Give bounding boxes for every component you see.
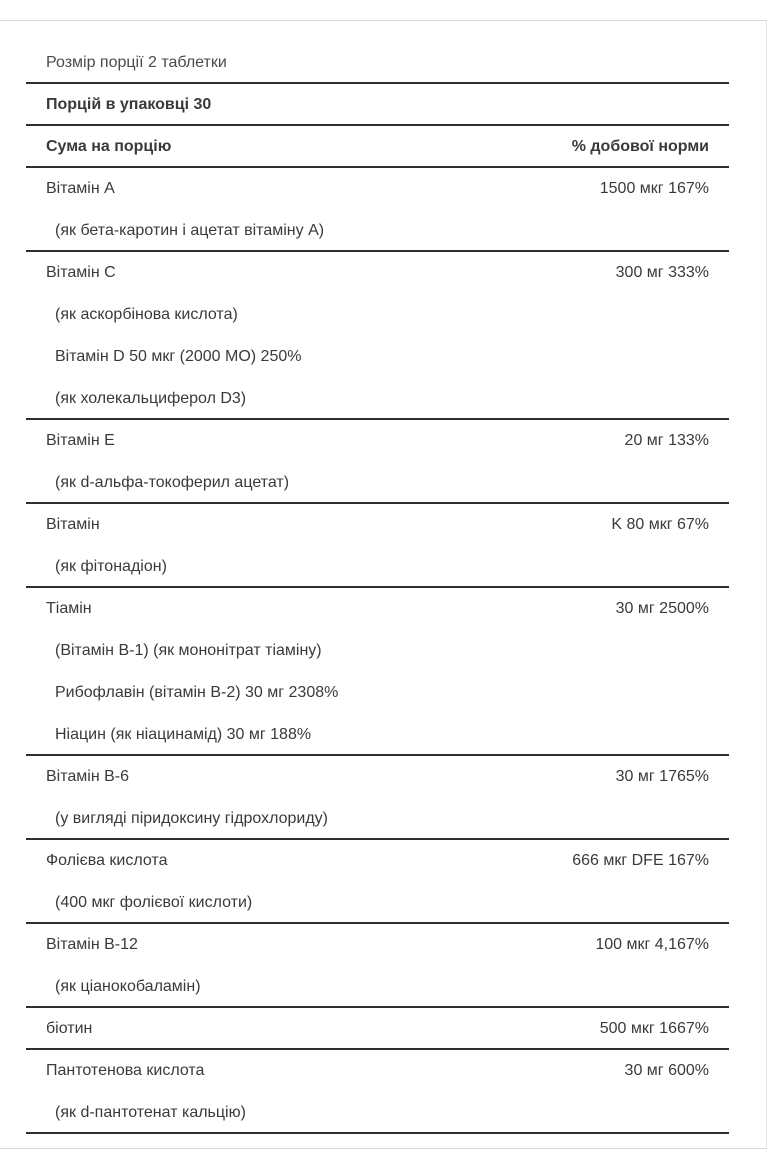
nutrient-amount: 30 мг 600% — [624, 1062, 709, 1079]
nutrient-name: Вітамін — [46, 516, 100, 533]
nutrient-detail-line — [46, 977, 709, 997]
nutrient-detail: Вітамін D 50 мкг (2000 МО) 250% — [55, 348, 302, 365]
nutrient-line — [46, 431, 709, 451]
table-row — [26, 168, 729, 252]
nutrient-detail: (як d-пантотенат кальцію) — [55, 1104, 246, 1121]
nutrient-amount: 30 мг 1765% — [615, 768, 709, 785]
nutrient-amount: 100 мкг 4,167% — [595, 936, 709, 953]
nutrient-detail: (як аскорбінова кислота) — [55, 306, 238, 323]
nutrient-name: Тіамін — [46, 600, 92, 617]
nutrient-detail: (400 мкг фолієвої кислоти) — [55, 894, 253, 911]
nutrient-detail-line — [46, 683, 709, 703]
nutrient-line — [46, 515, 709, 535]
table-row — [26, 588, 729, 756]
nutrient-detail-line — [46, 641, 709, 661]
nutrient-amount: 666 мкг DFE 167% — [572, 852, 709, 869]
nutrient-detail-line — [46, 347, 709, 367]
nutrient-detail: (як фітонадіон) — [55, 558, 167, 575]
nutrient-amount: 30 мг 2500% — [615, 600, 709, 617]
nutrient-line — [46, 599, 709, 619]
nutrient-line — [46, 1061, 709, 1081]
nutrient-detail: Ніацин (як ніацинамід) 30 мг 188% — [55, 726, 312, 743]
table-row — [26, 420, 729, 504]
table-row — [26, 252, 729, 420]
nutrient-amount: 500 мкг 1667% — [599, 1020, 709, 1037]
daily-value-header: % добової норми — [571, 138, 709, 155]
table-row — [26, 924, 729, 1008]
table-row — [26, 1008, 729, 1050]
table-header-row — [26, 126, 729, 168]
servings-per-container-row — [26, 84, 729, 126]
nutrient-detail-line — [46, 389, 709, 409]
nutrient-detail: (у вигляді піридоксину гідрохлориду) — [55, 810, 328, 827]
nutrient-amount: 1500 мкг 167% — [599, 180, 709, 197]
nutrient-amount: 20 мг 133% — [624, 432, 709, 449]
nutrient-detail-line — [46, 1103, 709, 1123]
amount-per-serving-header: Сума на порцію — [46, 138, 172, 155]
servings-per-container-text: Порцій в упаковці 30 — [46, 96, 212, 113]
nutrient-detail: (як d-альфа-токоферил ацетат) — [55, 474, 290, 491]
nutrient-line — [46, 179, 709, 199]
nutrient-line — [46, 851, 709, 871]
nutrient-detail: (як холекальциферол D3) — [55, 390, 247, 407]
nutrient-detail: (як ціанокобаламін) — [55, 978, 201, 995]
nutrient-detail: Рибофлавін (вітамін В-2) 30 мг 2308% — [55, 684, 339, 701]
nutrient-line — [46, 263, 709, 283]
nutrient-detail: (як бета-каротин і ацетат вітаміну А) — [55, 222, 325, 239]
nutrient-name: Вітамін A — [46, 180, 115, 197]
table-row — [26, 1050, 729, 1134]
table-row — [26, 504, 729, 588]
nutrient-line — [46, 1019, 709, 1039]
table-row — [26, 840, 729, 924]
nutrient-name: Вітамін В-12 — [46, 936, 138, 953]
nutrient-name: Фолієва кислота — [46, 852, 168, 869]
nutrient-detail-line — [46, 893, 709, 913]
nutrient-name: біотин — [46, 1020, 93, 1037]
nutrient-detail-line — [46, 725, 709, 745]
nutrient-name: Вітамін С — [46, 264, 116, 281]
nutrient-name: Вітамін В-6 — [46, 768, 130, 785]
nutrient-detail-line — [46, 473, 709, 493]
nutrient-detail-line — [46, 809, 709, 829]
supplement-facts-panel — [0, 20, 767, 1149]
nutrient-name: Вітамін Е — [46, 432, 115, 449]
nutrient-detail: (Вітамін В-1) (як мононітрат тіаміну) — [55, 642, 322, 659]
nutrient-detail-line — [46, 305, 709, 325]
serving-size-text: Розмір порції 2 таблетки — [46, 54, 227, 71]
nutrient-amount: K 80 мкг 67% — [611, 516, 709, 533]
nutrient-line — [46, 935, 709, 955]
serving-size-row — [26, 43, 729, 84]
nutrient-detail-line — [46, 221, 709, 241]
nutrient-amount: 300 мг 333% — [615, 264, 709, 281]
nutrient-line — [46, 767, 709, 787]
nutrient-detail-line — [46, 557, 709, 577]
nutrient-rows — [26, 168, 729, 1134]
table-row — [26, 756, 729, 840]
supplement-facts-table — [26, 43, 729, 1134]
nutrient-name: Пантотенова кислота — [46, 1062, 205, 1079]
